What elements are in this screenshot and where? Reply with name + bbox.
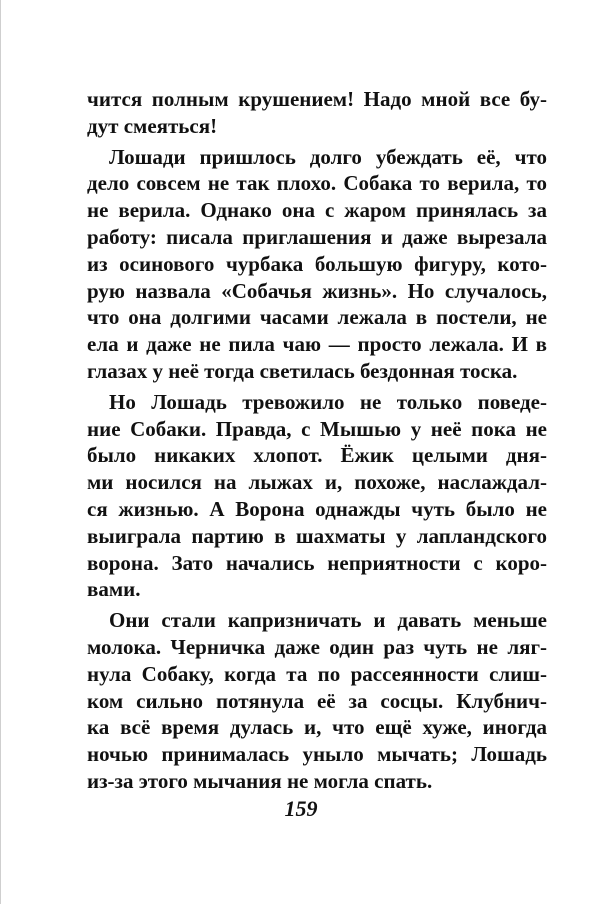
text-line: Лошади пришлось долго убеждать её, что	[109, 144, 547, 169]
page-number: 159	[284, 796, 318, 821]
text-line: ми носился на лыжах и, похоже, наслаждал-	[87, 470, 547, 495]
text-line: не верила. Однако она с жаром принялась за	[87, 198, 547, 223]
text-line: ворона. Зато начались неприятности с коро-	[87, 550, 547, 575]
paragraph-1	[87, 86, 547, 140]
text-line: ночью принималась уныло мычать; Лошадь	[87, 742, 547, 767]
text-line: Но Лошадь тревожило не только поведе-	[109, 389, 547, 414]
text-line: дут смеяться!	[87, 113, 218, 138]
paragraph-2	[87, 144, 547, 385]
paragraph-3	[87, 389, 547, 603]
text-line: нула Собаку, когда та по рассеянности слиш-	[87, 661, 547, 686]
text-line: вами.	[87, 577, 141, 602]
text-line: из-за этого мычания не могла спать.	[87, 768, 433, 793]
text-line: рую назвала «Собачья жизнь». Но случалось,	[87, 278, 547, 303]
text-line: молока. Черничка даже один раз чуть не ляг-	[87, 634, 547, 659]
text-line: что она долгими часами лежала в постели, не	[87, 305, 547, 330]
text-line: из осинового чурбака большую фигуру, кото-	[87, 251, 547, 276]
text-line: работу: писала приглашения и даже вырезала	[87, 224, 547, 249]
text-line: дело совсем не так плохо. Собака то верила, то	[87, 171, 547, 196]
body-text	[87, 86, 547, 795]
text-line: чится полным крушением! Надо мной все бу-	[87, 87, 547, 111]
text-line: ка всё время дулась и, что ещё хуже, иногда	[87, 715, 547, 740]
text-line: ела и даже не пила чаю — просто лежала. И в	[87, 332, 547, 357]
text-line: было никаких хлопот. Ёжик целыми дня-	[87, 443, 547, 468]
paragraph-4	[87, 607, 547, 795]
text-line: глазах у неё тогда светилась бездонная тоска.	[87, 358, 518, 383]
text-line: Они стали капризничать и давать меньше	[109, 608, 547, 633]
text-line: выиграла партию в шахматы у лапландского	[87, 523, 547, 548]
text-line: ние Собаки. Правда, с Мышью у неё пока не	[87, 416, 547, 441]
text-line: ся жизнью. А Ворона однажды чуть было не	[87, 496, 547, 521]
text-line: ком сильно потянула её за сосцы. Клубнич-	[87, 688, 547, 713]
